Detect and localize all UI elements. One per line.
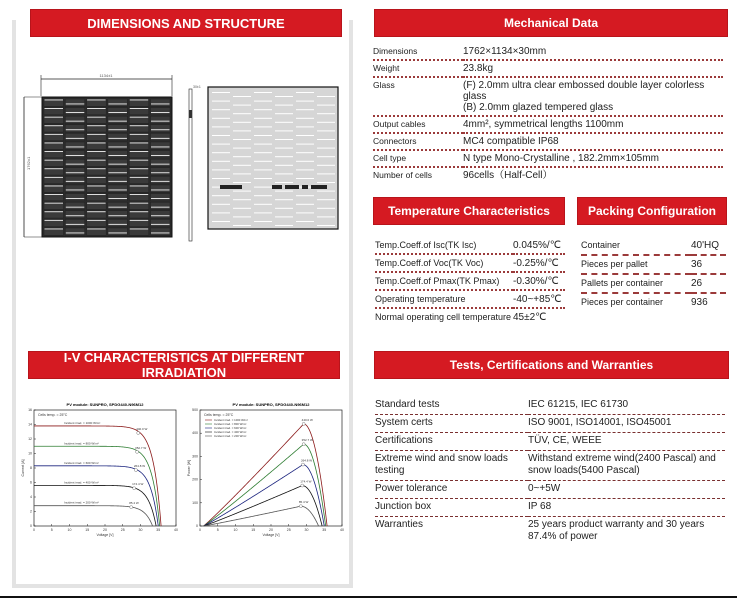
legend-entry: Incident irrad. = 1000 W/m² [214, 418, 248, 422]
x-tick-label: 40 [174, 528, 178, 532]
max-power-label: 85.4 W [298, 500, 309, 505]
packing-row-label: Pieces per container [581, 297, 664, 307]
max-power-point [134, 469, 137, 472]
y-tick-label: 400 [192, 431, 198, 436]
mechanical-row-value [463, 60, 723, 77]
tests-row-label: System certs [375, 415, 528, 433]
y-tick-label: 300 [192, 454, 198, 459]
series-legend-label: Incident irrad. = 600 W/m² [64, 460, 99, 465]
dimensions-title: DIMENSIONS AND STRUCTURE [87, 15, 285, 31]
temperature-banner [373, 197, 565, 225]
tests-row-value [528, 517, 725, 547]
iv-title: I-V CHARACTERISTICS AT DIFFERENT IRRADIATION [63, 350, 305, 380]
mechanical-banner [374, 9, 728, 37]
tests-row-label: Warranties [375, 519, 423, 530]
series-legend-label: Incident irrad. = 400 W/m² [64, 480, 99, 485]
legend-entry: Incident irrad. = 200 W/m² [214, 434, 247, 438]
tests-row-value [528, 451, 725, 481]
max-power-label: 264.8 W [133, 464, 146, 469]
max-power-point [136, 450, 139, 453]
temperature-row-label: Normal operating cell temperature [375, 312, 512, 322]
max-power-label: 440.0 W [136, 426, 148, 431]
temperature-row [375, 308, 565, 325]
chart-annotation: Cells temp. = 25°C [204, 413, 234, 417]
temperature-row-value-text: 0.045%/℃ [513, 240, 561, 251]
mechanical-row-value-text: N type Mono-Crystalline , 182.2mm×105mm [463, 153, 659, 164]
y-tick-label: 0 [196, 524, 198, 528]
x-tick-label: 25 [120, 528, 125, 532]
y-tick-label: 500 [192, 408, 198, 412]
mechanical-row-label: Output cables [373, 116, 463, 133]
tests-row-label: Standard tests [375, 397, 528, 415]
x-tick-label: 35 [156, 528, 161, 532]
x-tick-label: 20 [269, 528, 273, 532]
mechanical-row-value-text: 4mm², symmetrical lengths 1100mm [463, 119, 624, 130]
packing-row-value [691, 237, 726, 255]
packing-title: Packing Configuration [587, 204, 716, 218]
mechanical-row-value-text: 96cells（Half-Cell） [463, 170, 553, 181]
x-tick-label: 15 [85, 528, 90, 532]
mechanical-row [373, 77, 723, 116]
y-tick-label: 200 [192, 477, 198, 482]
mechanical-row-label: Glass [373, 77, 463, 116]
packing-row-value-text: 40'HQ [691, 240, 720, 251]
x-tick-label: 30 [304, 528, 309, 532]
mechanical-title: Mechanical Data [503, 16, 599, 30]
packing-row [581, 274, 726, 293]
chart-title: PV module: SUNPRO, SPDG440-N96M12 [232, 402, 310, 407]
tests-row [375, 433, 725, 451]
y-axis-label: Power [W] [187, 459, 191, 477]
packing-row-value-text: 26 [691, 278, 703, 289]
y-tick-label: 2 [30, 509, 32, 514]
tests-title: Tests, Certifications and Warranties [449, 358, 654, 372]
max-power-point [301, 463, 304, 466]
temperature-row-label: Temp.Coeff.of Pmax(TK Pmax) [375, 272, 513, 290]
mechanical-row [373, 133, 723, 150]
mechanical-row-value-text: (F) 2.0mm ultra clear embossed double layer colorless glass [463, 80, 705, 102]
temperature-row [375, 272, 565, 290]
y-tick-label: 0 [30, 524, 32, 528]
mechanical-row-value [463, 150, 723, 167]
tests-banner [374, 351, 729, 379]
x-tick-label: 30 [138, 528, 143, 532]
chart-title: PV module: SUNPRO, SPDG440-N96M12 [66, 402, 144, 407]
mechanical-row-label: Weight [373, 60, 463, 77]
max-power-label: 174.4 W [300, 479, 312, 484]
iv-chart [20, 398, 185, 548]
iv-banner [28, 351, 340, 379]
max-power-label: 352.7 W [135, 445, 147, 450]
x-axis-label: Voltage [V] [262, 533, 280, 537]
temperature-row-value-text: -40~+85℃ [513, 294, 562, 305]
legend-entry: Incident irrad. = 400 W/m² [214, 430, 247, 434]
max-power-label: 440.0 W [301, 417, 313, 422]
y-tick-label: 10 [28, 451, 32, 456]
temperature-row-value-text: -0.30%/℃ [513, 276, 559, 287]
legend-entry: Incident irrad. = 800 W/m² [214, 422, 247, 426]
tests-row-label: Certifications [375, 433, 528, 451]
temperature-row-label: Temp.Coeff.of Voc(TK Voc) [375, 254, 513, 272]
max-power-point [133, 487, 136, 490]
packing-banner [577, 197, 727, 225]
tests-row-value [528, 433, 725, 451]
depth-dimension-label: 30±1 [193, 85, 201, 89]
packing-row-value [691, 293, 726, 311]
tests-row [375, 499, 725, 517]
x-axis-label: Voltage [V] [96, 533, 114, 537]
max-power-point [137, 431, 140, 434]
tests-row-label: Junction box [375, 499, 528, 517]
packing-row [581, 237, 726, 255]
packing-row-value [691, 255, 726, 274]
tests-row [375, 451, 725, 481]
y-tick-label: 16 [28, 408, 32, 412]
mechanical-row-label: Cell type [373, 150, 463, 167]
y-tick-label: 12 [28, 437, 32, 441]
temperature-row-value [513, 290, 565, 308]
tests-row-value [528, 397, 725, 415]
max-power-point [299, 505, 302, 508]
pv-chart [186, 398, 351, 548]
mechanical-row-value-text-2: (B) 2.0mm glazed tempered glass [463, 102, 614, 113]
tests-row [375, 415, 725, 433]
tests-row [375, 481, 725, 499]
tests-row-label: Extreme wind and snow loads testing [375, 451, 528, 481]
mechanical-row-value [463, 133, 723, 150]
temperature-title: Temperature Characteristics [388, 204, 550, 218]
y-tick-label: 4 [30, 495, 32, 499]
dimensions-banner [30, 9, 342, 37]
temperature-row [375, 254, 565, 272]
mechanical-row-value [463, 167, 723, 183]
legend-entry: Incident irrad. = 600 W/m² [214, 426, 247, 430]
y-tick-label: 8 [30, 466, 32, 470]
y-tick-label: 14 [28, 422, 32, 427]
series-legend-label: Incident irrad. = 200 W/m² [64, 500, 99, 505]
panel-side-drawing [185, 85, 203, 245]
temperature-row-label: Temp.Coeff.of Isc(TK Isc) [375, 237, 513, 254]
x-tick-label: 10 [67, 528, 72, 532]
max-power-label: 174.4 W [132, 482, 144, 487]
mechanical-row-value-text: 23.8kg [463, 63, 494, 74]
chart-annotation: Cells temp. = 25°C [38, 413, 68, 417]
mechanical-row-value-text: 1762×1134×30mm [463, 46, 547, 57]
mechanical-row-value [463, 77, 723, 116]
packing-row-label: Pallets per container [581, 274, 691, 293]
mechanical-row-value [463, 116, 723, 133]
x-tick-label: 5 [50, 528, 53, 532]
packing-row-label: Pieces per pallet [581, 255, 691, 274]
packing-row-label: Container [581, 237, 691, 255]
x-tick-label: 0 [199, 528, 201, 532]
packing-row-value-text: 936 [691, 297, 708, 308]
max-power-label: 85.4 W [129, 501, 139, 506]
max-power-point [302, 422, 305, 425]
height-dimension-label: 1762±1 [26, 156, 31, 170]
x-tick-label: 10 [233, 528, 238, 532]
packing-row-value [691, 274, 726, 293]
tests-row-value [528, 481, 725, 499]
y-tick-label: 6 [30, 480, 32, 485]
mechanical-row [373, 150, 723, 167]
temperature-row-value-text: 45±2℃ [513, 312, 547, 323]
mechanical-row-label: Number of cells [373, 170, 433, 180]
temperature-row-value [513, 254, 565, 272]
mechanical-row-label: Connectors [373, 133, 463, 150]
max-power-point [302, 443, 305, 446]
temperature-row-value [513, 272, 565, 290]
x-tick-label: 0 [33, 528, 35, 532]
tests-row-value-text: 0~+5W [528, 483, 561, 494]
series-legend-label: Incident irrad. = 800 W/m² [64, 441, 99, 446]
temperature-table [375, 237, 565, 325]
tests-row-value-text: 25 years product warranty and 30 years 87.4% of power [528, 519, 705, 542]
tests-table [375, 397, 725, 546]
temperature-row-value [513, 237, 565, 254]
x-tick-label: 40 [340, 528, 344, 532]
packing-row [581, 293, 726, 311]
panel-front-drawing [20, 70, 180, 250]
tests-row-value-text: IP 68 [528, 501, 552, 512]
x-tick-label: 5 [216, 528, 219, 532]
tests-row-value-text: IEC 61215, IEC 61730 [528, 399, 629, 410]
mechanical-row [373, 44, 723, 60]
temperature-row-label: Operating temperature [375, 290, 513, 308]
width-dimension-label: 1134±1 [99, 73, 113, 78]
panel-back-drawing [206, 85, 341, 235]
y-tick-label: 100 [192, 500, 198, 505]
mechanical-row-value-text: MC4 compatible IP68 [463, 136, 559, 147]
max-power-label: 352.7 W [301, 438, 313, 443]
max-power-point [301, 484, 304, 487]
mechanical-row-value [463, 44, 723, 60]
y-axis-label: Current [A] [21, 459, 25, 477]
mechanical-row-label: Dimensions [373, 44, 463, 60]
series-legend-label: Incident irrad. = 1000 W/m² [64, 420, 101, 425]
x-tick-label: 25 [286, 528, 291, 532]
packing-table [581, 237, 726, 311]
max-power-point [130, 506, 133, 509]
mechanical-table [373, 44, 723, 183]
packing-row [581, 255, 726, 274]
temperature-row-value [513, 308, 565, 325]
tests-row-value-text: Withstand extreme wind(2400 Pascal) and snow loads(5400 Pascal) [528, 453, 716, 476]
tests-row-value [528, 415, 725, 433]
temperature-row-value-text: -0.25%/℃ [513, 258, 559, 269]
x-tick-label: 20 [103, 528, 107, 532]
packing-row-value-text: 36 [691, 259, 703, 270]
mechanical-row [373, 116, 723, 133]
mechanical-row [373, 60, 723, 77]
temperature-row [375, 237, 565, 254]
tests-row [375, 397, 725, 415]
temperature-row [375, 290, 565, 308]
x-tick-label: 15 [251, 528, 256, 532]
tests-row [375, 517, 725, 547]
max-power-label: 264.8 W [300, 458, 313, 463]
mechanical-row [373, 167, 723, 183]
tests-row-label: Power tolerance [375, 481, 528, 499]
tests-row-value [528, 499, 725, 517]
tests-row-value-text: TÜV, CE, WEEE [528, 435, 602, 446]
tests-row-value-text: ISO 9001, ISO14001, ISO45001 [528, 417, 672, 428]
x-tick-label: 35 [322, 528, 327, 532]
